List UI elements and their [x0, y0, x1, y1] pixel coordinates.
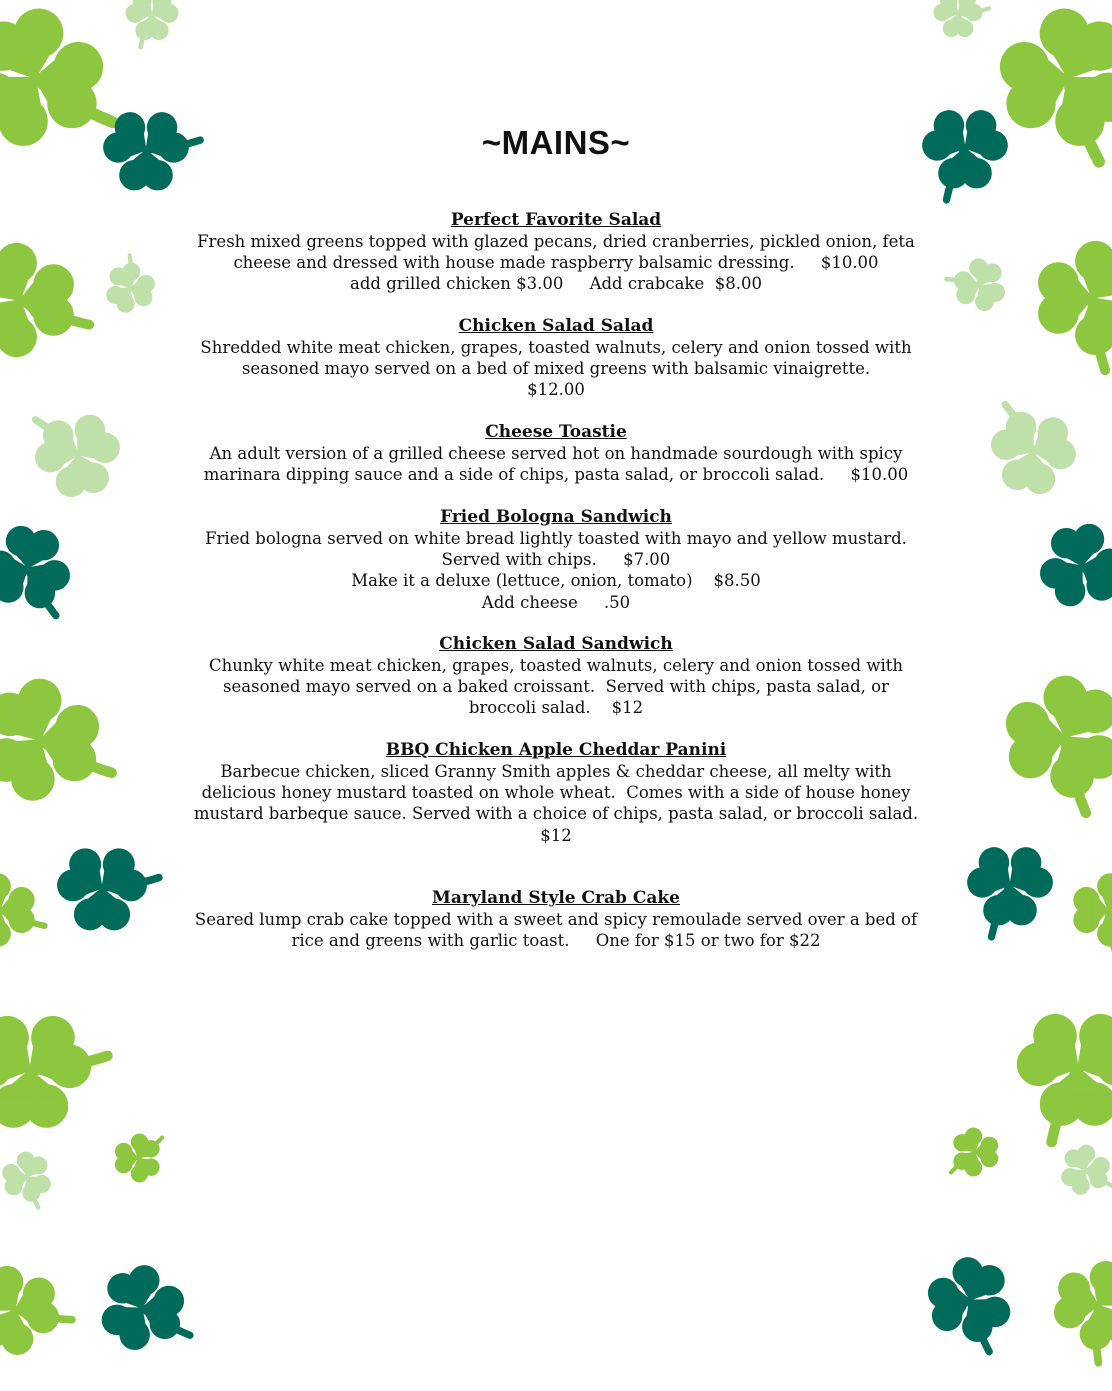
- item-description-line: cheese and dressed with house made raspberry balsamic dressing. $10.00: [233, 253, 879, 273]
- shamrock-icon: [0, 983, 117, 1160]
- item-description-line: Make it a deluxe (lettuce, onion, tomato) $8.50: [351, 571, 761, 591]
- menu-item: [140, 888, 972, 951]
- item-description-line: Fresh mixed greens topped with glazed pecans, dried cranberries, pickled onion, feta: [197, 232, 915, 251]
- item-description-line: Chunky white meat chicken, grapes, toasted walnuts, celery and onion tossed with: [209, 656, 903, 675]
- shamrock-icon: [0, 860, 54, 962]
- item-name: Chicken Salad Sandwich: [439, 634, 673, 654]
- shamrock-icon: [114, 0, 188, 54]
- menu-item: [140, 422, 972, 485]
- shamrock-icon: [1028, 518, 1112, 616]
- shamrock-icon: [0, 222, 104, 381]
- shamrock-icon: [115, 1131, 162, 1185]
- menu-item: [140, 634, 972, 719]
- item-name: BBQ Chicken Apple Cheddar Panini: [385, 740, 727, 760]
- shamrock-icon: [911, 1246, 1029, 1356]
- item-description-line: rice and greens with garlic toast. One for $15 or two for $22: [291, 931, 821, 951]
- shamrock-icon: [979, 402, 1087, 500]
- item-description-line: Barbecue chicken, sliced Granny Smith apples & cheddar cheese, all melty with: [220, 762, 892, 781]
- shamrock-icon: [24, 405, 132, 503]
- item-name: Perfect Favorite Salad: [450, 210, 662, 230]
- menu-item: [140, 210, 972, 295]
- shamrock-icon: [84, 1254, 202, 1364]
- item-description-line: Served with chips. $7.00: [441, 550, 671, 570]
- shamrock-icon: [1008, 220, 1112, 379]
- item-description-line: $12.00: [527, 380, 585, 400]
- shamrock-icon: [0, 520, 82, 618]
- shamrock-icon: [1054, 860, 1112, 962]
- item-description-line: marinara dipping sauce and a side of chips, pasta salad, or broccoli salad. $10.00: [203, 465, 909, 485]
- item-description-line: Add cheese .50: [481, 592, 631, 612]
- item-description-line: delicious honey mustard toasted on whole wheat. Comes with a side of house honey: [201, 783, 911, 803]
- item-name: Chicken Salad Salad: [458, 316, 654, 336]
- item-description-line: seasoned mayo served on a bed of mixed greens with balsamic vinaigrette.: [241, 359, 871, 379]
- item-description-line: $12: [540, 825, 572, 845]
- item-description-line: Fried bologna served on white bread lightly toasted with mayo and yellow mustard.: [205, 529, 907, 548]
- item-description-line: seasoned mayo served on a baked croissant. Served with chips, pasta salad, or: [223, 677, 889, 697]
- menu-item: [140, 740, 972, 846]
- shamrock-icon: [977, 657, 1112, 821]
- page-title: ~MAINS~: [481, 124, 631, 161]
- shamrock-icon: [951, 1125, 998, 1179]
- item-name: Maryland Style Crab Cake: [432, 888, 680, 908]
- item-description-line: mustard barbeque sauce. Served with a choice of chips, pasta salad, or broccoli salad.: [193, 804, 919, 824]
- shamrock-icon: [925, 0, 993, 50]
- item-name: Fried Bologna Sandwich: [440, 507, 672, 527]
- shamrock-icon: [1031, 1241, 1112, 1371]
- item-name: Cheese Toastie: [485, 422, 627, 442]
- shamrock-icon: [0, 1246, 82, 1376]
- item-description-line: add grilled chicken $3.00 Add crabcake $8.00: [350, 274, 762, 294]
- shamrock-icon: [0, 660, 128, 824]
- shamrock-icon: [1050, 1138, 1112, 1203]
- menu-item: [140, 507, 972, 613]
- menu-item: [140, 316, 972, 401]
- item-description-line: broccoli salad. $12: [468, 698, 644, 718]
- item-description-line: An adult version of a grilled cheese served hot on handmade sourdough with spicy: [209, 444, 903, 463]
- item-description-line: Shredded white meat chicken, grapes, toasted walnuts, celery and onion tossed with: [200, 338, 912, 357]
- shamrock-icon: [0, 1145, 62, 1210]
- item-description-line: Seared lump crab cake topped with a sweet and spicy remoulade served over a bed of: [194, 910, 918, 929]
- shamrock-icon: [991, 981, 1112, 1158]
